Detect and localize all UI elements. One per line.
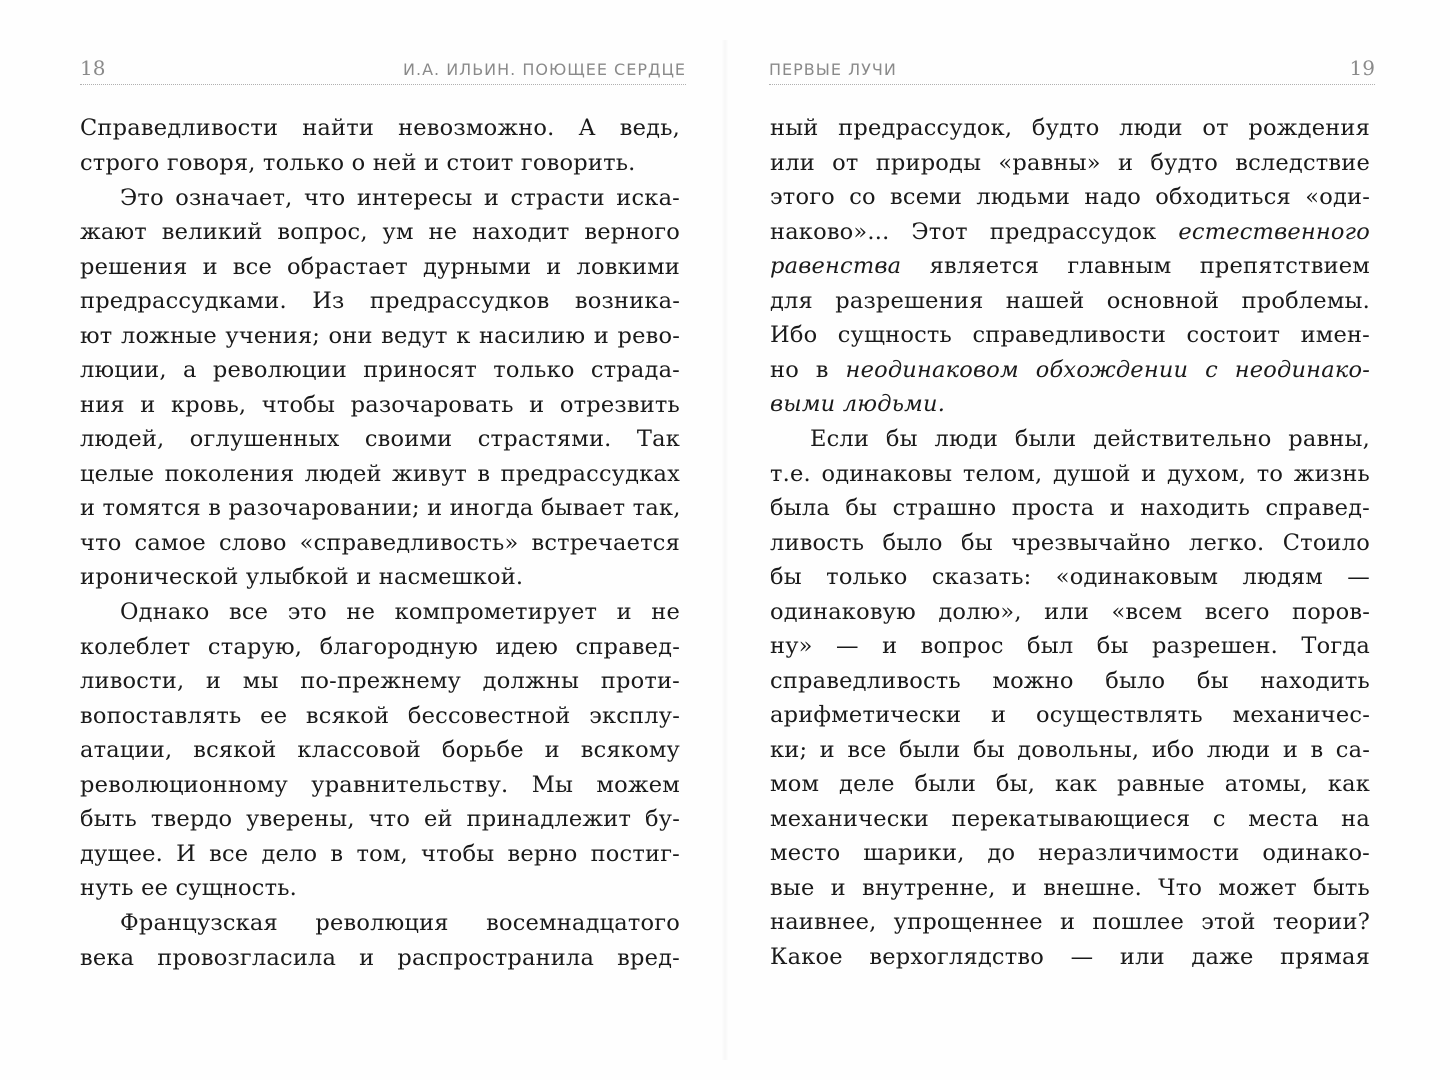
text-run: наково»... Этот предрассудок bbox=[770, 218, 1179, 245]
text-line: вопоставлять ее всякой бессовестной эксплу- bbox=[80, 702, 680, 729]
left-header-rule bbox=[80, 84, 686, 85]
text-line: бы только сказать: «одинаковым людям — bbox=[770, 564, 1370, 590]
text-line bbox=[770, 387, 1370, 422]
text-line: нуть ее сущность. bbox=[80, 875, 298, 901]
text-line: механически перекатывающиеся с места на bbox=[770, 805, 1370, 832]
text-line: целые поколения людей живут в предрассудках bbox=[80, 460, 680, 487]
text-line: справедливость можно было бы находить bbox=[770, 667, 1370, 694]
left-page-number: 18 bbox=[80, 56, 106, 80]
text-line: арифметически и осуществлять механичес- bbox=[770, 702, 1370, 728]
text-line bbox=[770, 215, 1370, 250]
text-line bbox=[770, 249, 1370, 284]
text-line: была бы страшно проста и находить справед- bbox=[770, 495, 1370, 521]
text-line: люции, а революции приносят только страда- bbox=[80, 357, 680, 383]
text-line: атации, всякой классовой борьбе и всякому bbox=[80, 737, 680, 763]
text-line: одинаковую долю», или «всем всего поров- bbox=[770, 598, 1370, 625]
text-line: или от природы «равны» и будто вследствие bbox=[770, 149, 1370, 176]
text-line: что самое слово «справедливость» встречается bbox=[80, 529, 680, 556]
text-line: вые и внутренне, и внешне. Что может быть bbox=[770, 874, 1370, 901]
text-line: Французская революция восемнадцатого bbox=[120, 910, 680, 936]
text-line: дущее. И все дело в том, чтобы верно постиг- bbox=[80, 840, 680, 867]
italic-text-run: выми людьми. bbox=[770, 391, 946, 417]
text-line: Это означает, что интересы и страсти иска- bbox=[120, 184, 680, 211]
text-line: Однако все это не компрометирует и не bbox=[120, 599, 680, 625]
text-line: людей, оглушенных своими страстями. Так bbox=[80, 426, 680, 452]
text-line: место шарики, до неразличимости одинако- bbox=[770, 840, 1370, 866]
text-line: для разрешения нашей основной проблемы. bbox=[770, 287, 1370, 314]
text-line: наивнее, упрощеннее и пошлее этой теории? bbox=[770, 909, 1370, 935]
italic-text-run: естественного bbox=[1178, 218, 1370, 245]
text-line: ки; и все были бы довольны, ибо люди и в са- bbox=[770, 736, 1370, 763]
right-page bbox=[725, 0, 1450, 1080]
text-line: быть твердо уверены, что ей принадлежит бу- bbox=[80, 806, 680, 832]
text-run: но в bbox=[770, 356, 846, 383]
right-body-text bbox=[770, 111, 1370, 974]
text-line: революционному уравнительству. Мы можем bbox=[80, 771, 680, 798]
text-line: Справедливости найти невозможно. А ведь, bbox=[80, 115, 680, 141]
text-line: ну» — и вопрос был бы разрешен. Тогда bbox=[770, 633, 1370, 659]
text-line: века провозгласила и распространила вред- bbox=[80, 944, 680, 971]
text-line: этого со всеми людьми надо обходиться «оди- bbox=[770, 184, 1370, 210]
text-line: Какое верхоглядство — или даже прямая bbox=[770, 943, 1370, 970]
text-line: жают великий вопрос, ум не находит верного bbox=[80, 219, 680, 245]
text-line: ния и кровь, чтобы разочаровать и отрезвить bbox=[80, 391, 680, 418]
italic-text-run: неодинаковом обхождении с неодинако- bbox=[845, 356, 1371, 383]
left-running-title: И.А. ИЛЬИН. ПОЮЩЕЕ СЕРДЦЕ bbox=[403, 60, 686, 79]
text-line: колеблет старую, благородную идею справед- bbox=[80, 633, 680, 660]
right-running-title: ПЕРВЫЕ ЛУЧИ bbox=[769, 60, 897, 79]
text-line: ливость было бы чрезвычайно легко. Стоило bbox=[770, 529, 1370, 556]
text-line: мом деле были бы, как равные атомы, как bbox=[770, 771, 1370, 797]
text-line: ливости, и мы по-прежнему должны проти- bbox=[80, 668, 680, 694]
text-line: решения и все обрастает дурными и ловкими bbox=[80, 253, 680, 280]
text-line: строго говоря, только о ней и стоит говорить. bbox=[80, 149, 636, 176]
text-line: предрассудками. Из предрассудков возника- bbox=[80, 288, 680, 314]
left-body-text bbox=[80, 111, 680, 975]
right-header-rule bbox=[769, 84, 1375, 85]
right-page-number: 19 bbox=[1349, 56, 1375, 80]
italic-text-run: равенства bbox=[770, 253, 902, 279]
text-line: Если бы люди были действительно равны, bbox=[810, 426, 1370, 452]
text-line: иронической улыбкой и насмешкой. bbox=[80, 564, 524, 590]
text-line: ный предрассудок, будто люди от рождения bbox=[770, 115, 1370, 141]
text-line: ют ложные учения; они ведут к насилию и рево- bbox=[80, 322, 680, 349]
text-line bbox=[770, 353, 1370, 388]
left-running-head bbox=[80, 56, 686, 84]
text-line: и томятся в разочаровании; и иногда бывает так, bbox=[80, 495, 681, 521]
text-line: т.е. одинаковы телом, душой и духом, то жизнь bbox=[770, 460, 1370, 487]
text-line: Ибо сущность справедливости состоит имен- bbox=[770, 322, 1370, 348]
right-running-head bbox=[769, 56, 1375, 84]
text-run: является главным препятствием bbox=[901, 253, 1370, 279]
